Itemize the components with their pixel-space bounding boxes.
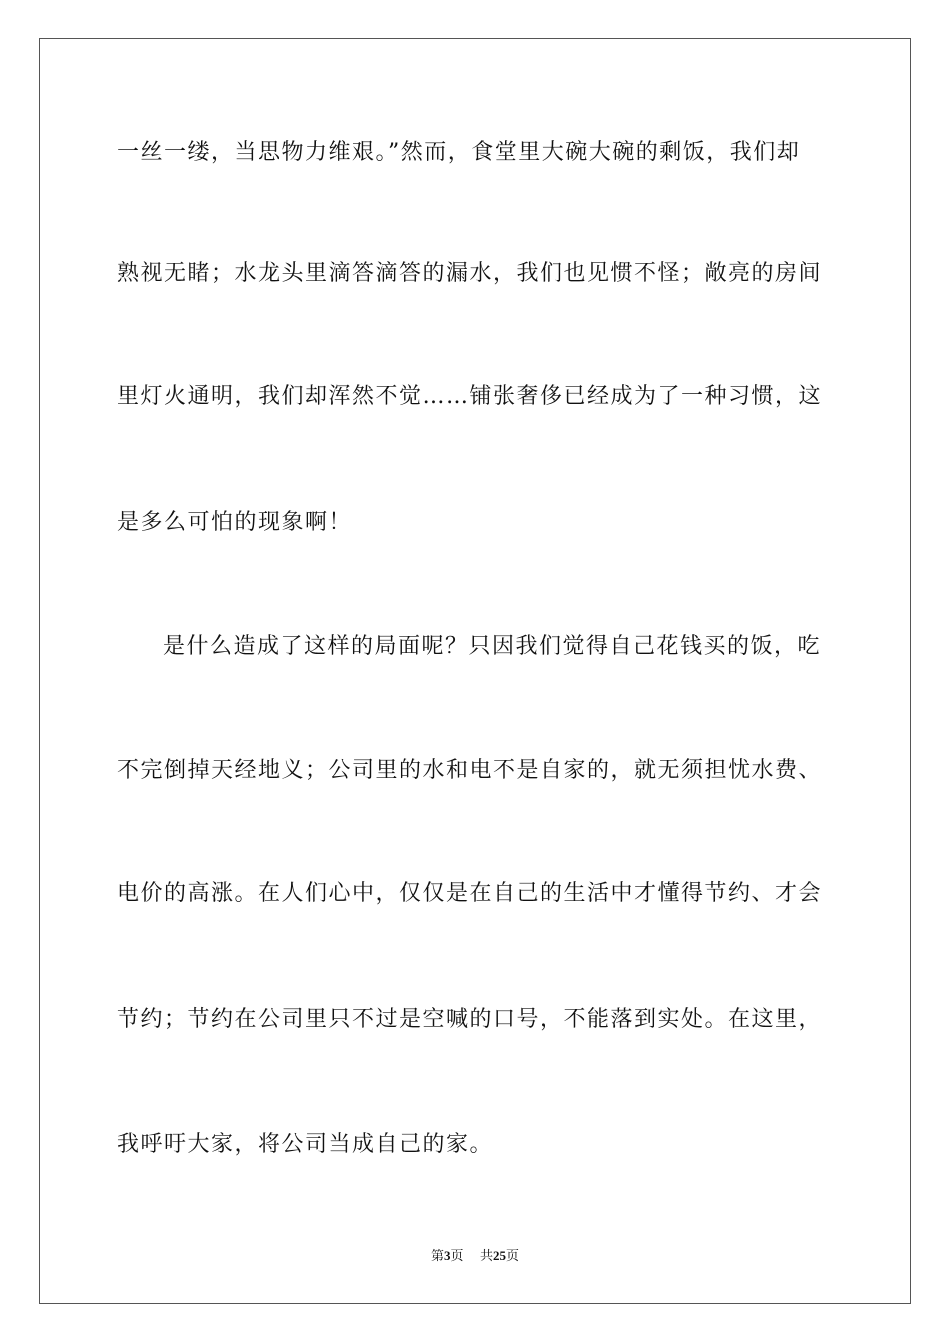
total-prefix: 共 [480,1249,494,1264]
paragraph-2-line-1: 是什么造成了这样的局面呢？只因我们觉得自己花钱买的饭，吃 [163,634,822,659]
page-prefix: 第 [430,1249,444,1264]
paragraph-2-line-5: 我呼吁大家，将公司当成自己的家。 [117,1132,494,1157]
paragraph-1-line-2: 熟视无睹；水龙头里滴答滴答的漏水，我们也见惯不怪；敞亮的房间 [117,261,823,286]
paragraph-2-line-2: 不完倒掉天经地义；公司里的水和电不是自家的，就无须担忧水费、 [117,758,823,783]
page-number: 3 [443,1248,451,1263]
total-pages: 25 [493,1248,507,1263]
page-footer [0,1247,950,1266]
total-suffix: 页 [506,1249,520,1264]
paragraph-1-line-3: 里灯火通明，我们却浑然不觉……铺张奢侈已经成为了一种习惯，这 [117,384,823,409]
paragraph-2-line-4: 节约；节约在公司里只不过是空喊的口号，不能落到实处。在这里， [117,1007,823,1032]
paragraph-1-line-4: 是多么可怕的现象啊！ [117,510,353,535]
paragraph-2-line-3: 电价的高涨。在人们心中，仅仅是在自己的生活中才懂得节约、才会 [117,881,823,906]
page-border [39,38,911,1304]
page-suffix: 页 [450,1249,464,1264]
paragraph-1-line-1: 一丝一缕，当思物力维艰。”然而，食堂里大碗大碗的剩饭，我们却 [117,140,801,165]
